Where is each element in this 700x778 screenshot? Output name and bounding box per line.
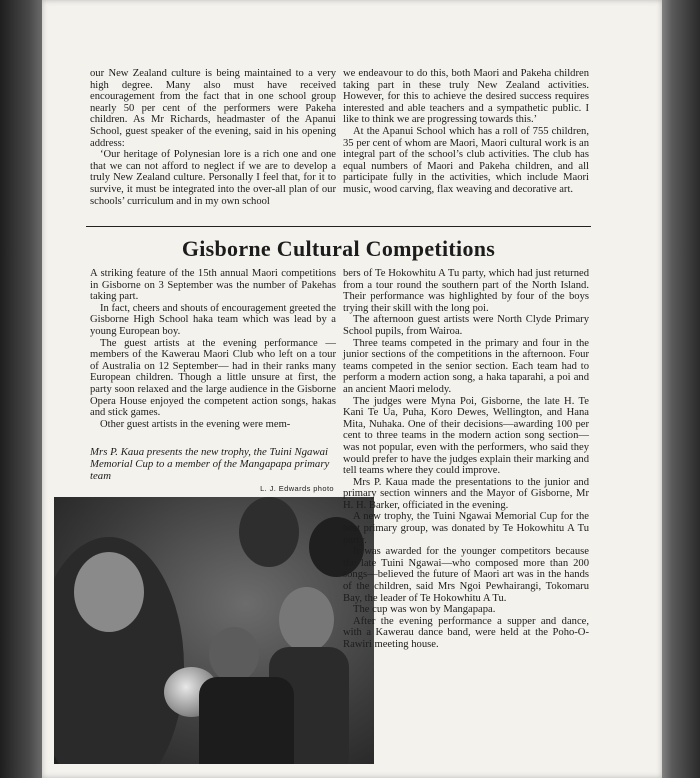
- paragraph: At the Apanui School which has a roll of 755 children, 35 per cent of whom are Maori, Maori cultural work is an integral part of the school’s club activities. The club has equal numbers of Maori and Pakeha children, and all participate fully in the activities, which include Maori music, wood carving, flax weaving and decorative art.: [343, 125, 589, 195]
- scan-left-edge: [0, 0, 42, 778]
- photo-caption: Mrs P. Kaua presents the new trophy, the Tuini Ngawai Memorial Cup to a member of the Mangapapa primary team: [90, 446, 330, 482]
- paragraph: Other guest artists in the evening were mem-: [100, 418, 291, 430]
- paragraph: After the evening performance a supper and dance, with a Kawerau dance band, were held at the Poho-O-Rawiri meeting house.: [343, 615, 589, 650]
- paragraph: Three teams competed in the primary and four in the junior sections of the competitions in the afternoon. Four teams competed in the senior section. Each team had to perform a modern action song, a haka taparahi, a poi and an ancient Maori melody.: [343, 337, 589, 395]
- paragraph: A new trophy, the Tuini Ngawai Memorial Cup for the best primary group, was donated by Te Hokowhitu A Tu party.: [343, 511, 589, 546]
- trophy-presentation-photo: [54, 497, 374, 764]
- paragraph: Mrs P. Kaua made the presentations to the junior and primary section winners and the Mayor of Gisborne, Mr H. H. Barker, officiated in the evening.: [343, 476, 589, 511]
- paragraph: ‘Our heritage of Polynesian lore is a rich one and one that we can not afford to neglect if we are to develop a truly New Zealand culture. Personally I feel that, for it to survive, it must be integrated into the over-all plan of our schools’ curriculum and in my own school: [90, 149, 336, 207]
- paragraph: The cup was won by Mangapapa.: [353, 604, 496, 616]
- paragraph: A striking feature of the 15th annual Maori competitions in Gisborne on 3 September was the number of Pakehas taking part.: [90, 268, 336, 303]
- top-left-column: [90, 68, 336, 207]
- bottom-right-column: [343, 268, 589, 651]
- paragraph: The guest artists at the evening performance —members of the Kawerau Maori Club who left on a tour of Australia on 12 September— had in their ranks many European children. Though a little unsure at first, the party soon relaxed and the large audience in the Gisborne Opera House enjoyed the competent action songs, hakas and stick games.: [90, 337, 336, 419]
- article-headline: Gisborne Cultural Competitions: [181, 236, 496, 261]
- photo-figure-child-back: [239, 497, 299, 567]
- paragraph: our New Zealand culture is being maintained to a very high degree. Many also must have received encouragement from the fact that in one school group nearly 50 per cent of the performers were Pakeha children. As Mr Richards, headmaster of the Apanui School, guest speaker of the evening, said in his opening address:: [90, 68, 336, 149]
- paragraph: The afternoon guest artists were North Clyde Primary School pupils, from Wairoa.: [343, 314, 589, 337]
- photo-figure-boy-head: [209, 627, 259, 682]
- photo-credit: L. J. Edwards photo: [260, 484, 334, 493]
- photo-figure-woman-head: [74, 552, 144, 632]
- top-right-column: [343, 68, 589, 196]
- photo-figure-boy-body: [199, 677, 294, 764]
- paragraph: The judges were Myna Poi, Gisborne, the late H. Te Kani Te Ua, Puha, Koro Dewes, Wellington, and Hana Mita, Nuhaka. One of their decisions—awarding 100 per cent to three teams in the modern action song section— was not popular, even with the performers, who said they would prefer to have the judges explain their marking and tell teams where they could improve.: [343, 395, 589, 477]
- photo-figure-girl-head: [279, 587, 334, 652]
- paragraph: we endeavour to do this, both Maori and Pakeha children taking part in these truly New Zealand activities. However, for this to achieve the desired success requires interested and able teachers and a sympathetic public. I like to think we are progressing towards this.’: [343, 68, 589, 126]
- scan-right-edge: [660, 0, 700, 778]
- paragraph: It was awarded for the younger competitors because the late Tuini Ngawai—who composed more than 200 songs—believed the future of Maori art was in the hands of the children, said Mrs Ngoi Pewhairangi, Tokomaru Bay, the leader of Te Hokowhitu A Tu.: [343, 546, 589, 604]
- paragraph: bers of Te Hokowhitu A Tu party, which had just returned from a tour round the southern part of the North Island. Their performance was highlighted by four of the boys trying their skill with the long poi.: [343, 268, 589, 314]
- section-divider: [86, 226, 591, 227]
- bottom-left-column: [90, 268, 336, 430]
- paragraph: In fact, cheers and shouts of encouragement greeted the Gisborne High School haka team which was lead by a young European boy.: [90, 302, 336, 337]
